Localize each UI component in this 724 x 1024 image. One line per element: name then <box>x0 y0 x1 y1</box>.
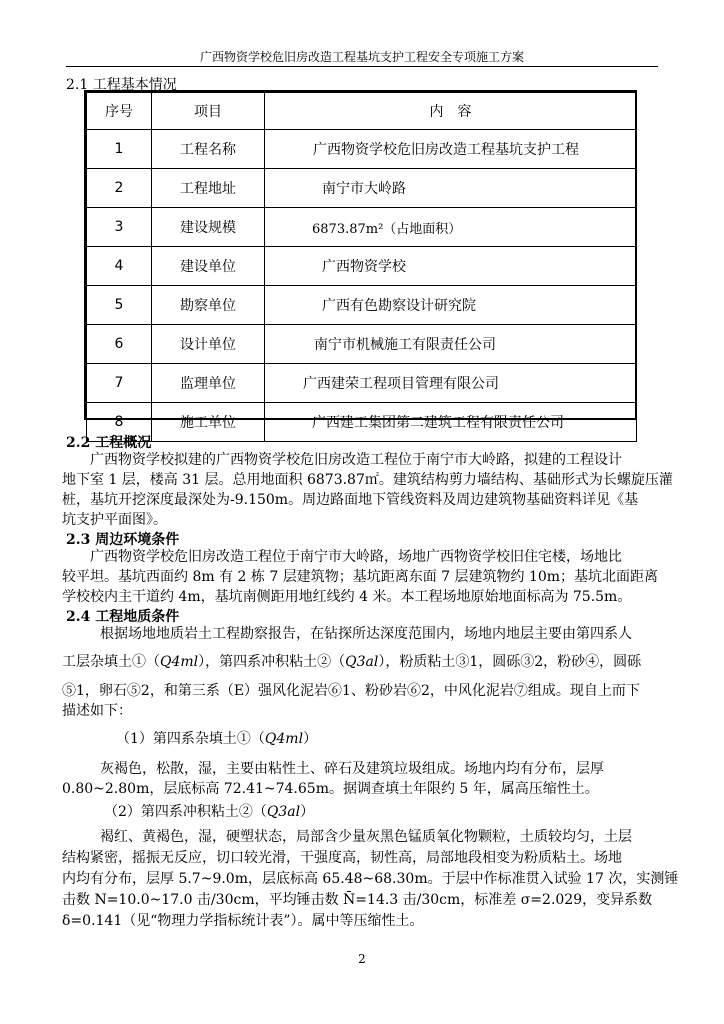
table-row <box>87 364 637 403</box>
row-item: 工程地址 <box>152 169 265 208</box>
section-title: 周边环境条件 <box>95 532 180 548</box>
table-row <box>87 169 637 208</box>
row-content: 广西建荣工程项目管理有限公司 <box>265 364 637 403</box>
table-row <box>87 208 637 247</box>
paragraph-line: δ=0.141（见“物理力学指标统计表”）。属中等压缩性土。 <box>62 913 424 929</box>
row-item: 工程名称 <box>152 130 265 169</box>
row-content: 广西建工集团第二建筑工程有限责任公司 <box>265 403 637 442</box>
section-title: 工程基本情况 <box>92 77 177 93</box>
paragraph-line: ⑤1，卵石⑤2，和第三系（E）强风化泥岩⑥1、粉砂岩⑥2，中风化泥岩⑦组成。现自上而下 <box>62 683 640 699</box>
subsection-2-label <box>104 804 314 821</box>
project-info-table <box>86 92 637 442</box>
paragraph-line: 结构紧密，摇振无反应，切口较光滑，干强度高，韧性高，局部地段相变为粉质粘土。场地 <box>62 850 622 866</box>
paragraph-line: 灰褐色，松散，湿，主要由粘性土、碎石及建筑垃圾组成。场地内均有分布，层厚 <box>100 761 604 777</box>
table-row <box>87 247 637 286</box>
row-item: 建设规模 <box>152 208 265 247</box>
text-segment: （2）第四系冲积粘土②（ <box>104 804 267 820</box>
paragraph-line: 根据场地地质岩土工程勘察报告，在钻探所达深度范围内，场地内地层主要由第四系人 <box>100 626 632 642</box>
paragraph-line: 较平坦。基坑西面约 8m 有 2 栋 7 层建筑物；基坑距离东面 7 层建筑物约 10m；基坑北面距离 <box>62 569 659 585</box>
paragraph-line: 击数 N=10.0~17.0 击/30cm，平均锤击数 N̄=14.3 击/30cm，标准差 σ=2.029，变异系数 <box>62 892 653 908</box>
section-2-3-heading <box>66 529 179 549</box>
row-content: 南宁市大岭路 <box>265 169 637 208</box>
row-no: 8 <box>87 403 152 442</box>
paragraph-line: 内均有分布，层厚 5.7~9.0m，层底标高 65.48~68.30m。于层中作标准贯入试验 17 次，实测锤 <box>62 871 679 887</box>
section-2-2-heading <box>66 432 151 452</box>
paragraph-line: 广西物资学校拟建的广西物资学校危旧房改造工程位于南宁市大岭路，拟建的工程设计 <box>90 452 622 468</box>
row-content: 南宁市机械施工有限责任公司 <box>265 325 637 364</box>
row-no: 4 <box>87 247 152 286</box>
row-no: 3 <box>87 208 152 247</box>
row-no: 2 <box>87 169 152 208</box>
paragraph-line: 褐红、黄褐色，湿，硬塑状态，局部含少量灰黑色锰质氧化物颗粒，土质较均匀，土层 <box>100 829 632 845</box>
row-content: 广西有色勘察设计研究院 <box>265 286 637 325</box>
row-content: 广西物资学校 <box>265 247 637 286</box>
text-segment: ），粉质粘土③1，圆砾③2，粉砂④，圆砾 <box>378 654 642 670</box>
row-no: 5 <box>87 286 152 325</box>
paragraph-line: 描述如下： <box>62 703 132 719</box>
stratum-symbol-q3al: Q3al <box>345 654 379 670</box>
table-row <box>87 325 637 364</box>
paragraph-line: 学校校内主干道约 4m，基坑南侧距用地红线约 4 米。本工程场地原始地面标高为 75.5m。 <box>62 589 632 605</box>
section-title: 工程概况 <box>95 435 152 451</box>
stratum-symbol-q4ml: Q4ml <box>160 654 199 670</box>
text-segment: （1）第四系杂填土①（ <box>116 731 265 747</box>
section-title: 工程地质条件 <box>95 609 180 625</box>
row-item: 勘察单位 <box>152 286 265 325</box>
header-rule <box>66 66 658 67</box>
row-no: 1 <box>87 130 152 169</box>
paragraph-line <box>62 654 641 671</box>
text-segment: ） <box>300 804 315 820</box>
row-content: 6873.87m²（占地面积） <box>265 208 637 247</box>
row-item: 建设单位 <box>152 247 265 286</box>
paragraph-line: 桩，基坑开挖深度最深处为-9.150m。周边路面地下管线资料及周边建筑物基础资料详见《基 <box>62 492 639 508</box>
table-row <box>87 403 637 442</box>
header-content: 内 容 <box>265 93 637 130</box>
section-number: 2.1 <box>66 77 89 93</box>
row-content: 广西物资学校危旧房改造工程基坑支护工程 <box>265 130 637 169</box>
row-item: 监理单位 <box>152 364 265 403</box>
table-header-row <box>87 93 637 130</box>
row-no: 6 <box>87 325 152 364</box>
paragraph-line: 地下室 1 层，楼高 31 层。总用地面积 6873.87㎡。建筑结构剪力墙结构、基础形式为长螺旋压灌 <box>62 472 673 488</box>
table-row <box>87 286 637 325</box>
row-item: 设计单位 <box>152 325 265 364</box>
section-2-1-heading <box>66 74 177 94</box>
text-segment: 工层杂填土①（ <box>62 654 160 670</box>
table-row <box>87 130 637 169</box>
subsection-1-label <box>116 731 317 748</box>
page-header: 广西物资学校危旧房改造工程基坑支护工程安全专项施工方案 <box>199 50 524 64</box>
paragraph-line: 坑支护平面图》。 <box>62 512 167 528</box>
paragraph-line: 广西物资学校危旧房改造工程位于南宁市大岭路，场地广西物资学校旧住宅楼，场地比 <box>90 549 622 565</box>
section-number: 2.4 <box>66 609 91 625</box>
header-no: 序号 <box>87 93 152 130</box>
text-segment: ） <box>303 731 318 747</box>
text-segment: ），第四系冲积粘土②（ <box>198 654 346 670</box>
page-number: 2 <box>358 952 366 966</box>
stratum-symbol-q3al: Q3al <box>266 804 301 820</box>
stratum-symbol-q4ml: Q4ml <box>264 731 304 747</box>
row-no: 7 <box>87 364 152 403</box>
section-2-4-heading <box>66 606 179 626</box>
section-number: 2.3 <box>66 532 91 548</box>
paragraph-line: 0.80~2.80m，层底标高 72.41~74.65m。据调查填土年限约 5 年，属高压缩性土。 <box>62 781 599 797</box>
row-item: 施工单位 <box>152 403 265 442</box>
section-number: 2.2 <box>66 435 91 451</box>
header-item: 项目 <box>152 93 265 130</box>
